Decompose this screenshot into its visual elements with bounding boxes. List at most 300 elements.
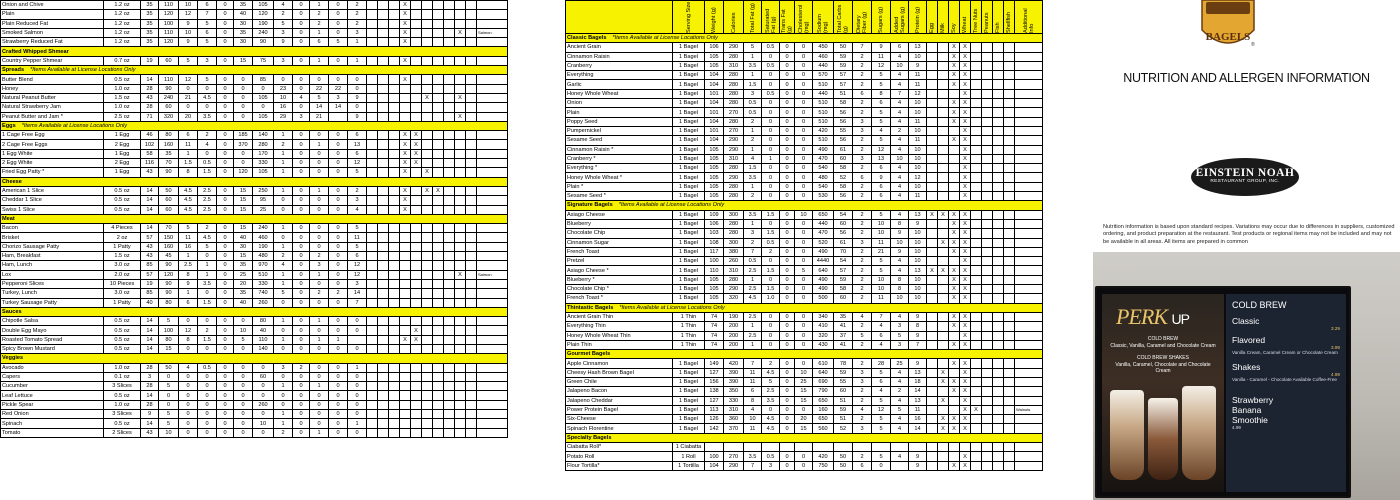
table-cell: 1 Bagel (673, 415, 705, 424)
table-cell (433, 317, 444, 326)
table-cell: X (960, 340, 971, 349)
table-cell (949, 452, 960, 461)
table-cell (993, 108, 1004, 117)
table-cell (411, 298, 422, 307)
column-header (982, 1, 993, 34)
table-cell (411, 75, 422, 84)
table-cell (455, 335, 466, 344)
table-cell: X (422, 93, 433, 102)
table-cell (477, 252, 508, 261)
table-cell (378, 84, 389, 93)
table-cell (378, 112, 389, 121)
table-row (566, 43, 1043, 52)
table-row (566, 415, 1043, 424)
table-cell: 9 (348, 93, 367, 102)
table-row (566, 340, 1043, 349)
column-header (1015, 1, 1043, 34)
table-cell (1015, 443, 1043, 452)
table-cell: 0 (795, 219, 813, 228)
table-cell (1015, 61, 1043, 70)
table-cell: 290 (724, 173, 744, 182)
table-cell (455, 205, 466, 214)
column-header-label: Soy (951, 23, 957, 33)
item-name-cell: 2 Cage Free Eggs (1, 140, 104, 149)
table-cell: 3.5 (744, 61, 762, 70)
table-cell: 4 (872, 126, 891, 135)
table-cell: 2 (762, 247, 780, 256)
table-cell (367, 159, 378, 168)
table-cell: 105 (705, 61, 724, 70)
table-cell: 6 (872, 182, 891, 191)
table-cell: 190 (253, 19, 274, 28)
table-cell: 0 (159, 391, 179, 400)
table-cell: X (960, 396, 971, 405)
table-cell: 4.5 (762, 368, 780, 377)
table-cell: 40 (234, 233, 253, 242)
table-cell (444, 382, 455, 391)
item-name-cell: Chipotle Salsa (1, 317, 104, 326)
table-cell (938, 387, 949, 396)
table-cell: 5 (310, 93, 329, 102)
table-cell (400, 279, 411, 288)
table-cell (466, 335, 477, 344)
table-cell: 1 Bagel (673, 387, 705, 396)
table-row (1, 270, 508, 279)
table-cell (389, 326, 400, 335)
table-cell: 4 (891, 80, 909, 89)
item-name-cell: Honey Whole Wheat (566, 89, 673, 98)
table-cell (444, 326, 455, 335)
table-cell: 1 (274, 410, 293, 419)
table-cell: 10 (795, 210, 813, 219)
table-cell: 4 (891, 368, 909, 377)
table-cell: X (960, 294, 971, 303)
table-cell: X (960, 154, 971, 163)
table-row (566, 238, 1043, 247)
table-cell: 1 Bagel (673, 192, 705, 201)
table-cell (1004, 173, 1015, 182)
table-cell (971, 396, 982, 405)
table-cell (1004, 192, 1015, 201)
table-cell: 1 (274, 242, 293, 251)
table-cell (400, 224, 411, 233)
table-cell (993, 117, 1004, 126)
table-cell: 280 (253, 140, 274, 149)
table-cell: 0 (329, 391, 348, 400)
table-cell: 12 (348, 159, 367, 168)
table-cell (993, 219, 1004, 228)
table-cell: 0 (234, 344, 253, 353)
table-cell (422, 75, 433, 84)
table-cell (938, 89, 949, 98)
table-cell: 3 (853, 238, 872, 247)
table-cell: 1 Bagel (673, 368, 705, 377)
table-cell: 0 (293, 75, 310, 84)
table-cell: X (411, 326, 422, 335)
table-cell: X (938, 266, 949, 275)
table-row (1, 261, 508, 270)
table-cell: 8 (909, 322, 927, 331)
table-cell: 5 (872, 396, 891, 405)
table-cell: X (938, 424, 949, 433)
table-cell (927, 219, 938, 228)
table-cell: 25 (234, 270, 253, 279)
table-cell: 3 (198, 56, 217, 65)
section-name: Eggs (2, 123, 16, 129)
item-name-cell: Cucumber (1, 382, 104, 391)
section-header-row (566, 350, 1043, 359)
table-cell: 105 (705, 192, 724, 201)
table-cell: 35 (159, 149, 179, 158)
table-cell: 1 Bagel (673, 71, 705, 80)
table-row (566, 377, 1043, 386)
item-name-cell: Flour Tortilla* (566, 461, 673, 470)
table-cell: 2.5 (744, 312, 762, 321)
table-cell: 2 (348, 10, 367, 19)
table-cell (455, 410, 466, 419)
section-name: Veggies (2, 355, 24, 362)
table-cell: 10 (179, 1, 198, 10)
table-cell: 0 (329, 10, 348, 19)
item-name-cell: Turkey, Lunch (1, 289, 104, 298)
table-cell (411, 252, 422, 261)
table-cell (982, 247, 993, 256)
table-cell: 3 (310, 261, 329, 270)
table-cell (1004, 387, 1015, 396)
perk-up-panel (1102, 294, 1224, 492)
table-cell (1015, 164, 1043, 173)
table-cell: 3 (853, 117, 872, 126)
table-cell: 0 (217, 56, 234, 65)
table-cell: 9 (179, 279, 198, 288)
table-cell (477, 326, 508, 335)
table-cell: 4 (891, 192, 909, 201)
table-cell (433, 391, 444, 400)
table-cell (411, 372, 422, 381)
table-cell: 116 (141, 159, 159, 168)
table-cell: 10 (909, 285, 927, 294)
table-cell (466, 186, 477, 195)
column-header-label: Egg (929, 23, 935, 33)
table-cell: 280 (724, 192, 744, 201)
table-cell: 2 (853, 257, 872, 266)
table-cell: 0 (234, 93, 253, 102)
table-cell: 1 Bagel (673, 396, 705, 405)
table-cell: 1.5 (198, 335, 217, 344)
table-cell (433, 140, 444, 149)
table-cell: 4 (891, 312, 909, 321)
table-cell: 11 (744, 377, 762, 386)
table-cell: X (400, 56, 411, 65)
table-cell: 3.5 (198, 279, 217, 288)
table-cell (444, 38, 455, 47)
table-cell: 2.5 (762, 387, 780, 396)
table-cell: 0 (293, 1, 310, 10)
table-cell (422, 391, 433, 400)
table-cell: 60 (834, 219, 853, 228)
table-cell: 0.5 oz (104, 196, 141, 205)
item-name-cell: Plain Reduced Fat (1, 19, 104, 28)
table-cell (455, 38, 466, 47)
table-cell (971, 99, 982, 108)
table-cell (993, 424, 1004, 433)
table-cell (389, 391, 400, 400)
table-cell: 510 (813, 99, 834, 108)
table-cell (477, 400, 508, 409)
item-name-cell: Spinach (1, 419, 104, 428)
table-cell: 0 (234, 317, 253, 326)
table-cell: 54 (834, 210, 853, 219)
table-cell (367, 335, 378, 344)
table-cell: 1.2 oz (104, 28, 141, 37)
table-cell: 1.2 oz (104, 1, 141, 10)
table-cell (982, 340, 993, 349)
table-cell: 2 (348, 1, 367, 10)
table-cell: 0 (329, 270, 348, 279)
table-cell (982, 377, 993, 386)
table-cell (411, 84, 422, 93)
table-cell (982, 387, 993, 396)
table-cell: 105 (705, 182, 724, 191)
column-header (971, 1, 982, 34)
column-header-label: Additional Info (1022, 8, 1035, 33)
table-cell (971, 80, 982, 89)
table-cell: 71 (141, 112, 159, 121)
table-cell: 2 (310, 19, 329, 28)
table-cell (378, 317, 389, 326)
table-cell (422, 289, 433, 298)
table-cell (433, 252, 444, 261)
table-cell (993, 80, 1004, 89)
table-cell: 185 (234, 131, 253, 140)
table-cell: X (960, 368, 971, 377)
table-cell: 90 (159, 261, 179, 270)
table-cell: X (960, 43, 971, 52)
table-cell: 1 (274, 168, 293, 177)
table-cell (927, 415, 938, 424)
table-cell: 0.5 (198, 363, 217, 372)
table-cell: X (960, 89, 971, 98)
table-cell (455, 168, 466, 177)
item-name-cell: Ham, Lunch (1, 261, 104, 270)
table-cell: 2 (348, 19, 367, 28)
table-cell (400, 419, 411, 428)
table-cell: 0 (179, 410, 198, 419)
table-cell: 35 (141, 38, 159, 47)
table-cell (466, 168, 477, 177)
table-cell: X (960, 219, 971, 228)
table-cell (477, 103, 508, 112)
column-header-label: Dietary Fiber (g) (856, 11, 868, 33)
table-cell: 0 (329, 196, 348, 205)
table-cell (433, 196, 444, 205)
table-cell (466, 270, 477, 279)
logo-line-1: EINSTEIN NOAH (1195, 167, 1295, 179)
table-cell: 6 (853, 173, 872, 182)
nutrition-table-left (0, 0, 508, 438)
table-cell (744, 443, 762, 452)
table-cell: 1 (348, 38, 367, 47)
item-name-cell: Everything * (566, 164, 673, 173)
table-cell: 510 (813, 136, 834, 145)
table-cell (444, 317, 455, 326)
table-cell (971, 359, 982, 368)
item-name-cell: Swiss 1 Slice (1, 205, 104, 214)
table-cell (378, 56, 389, 65)
table-cell: 140 (253, 344, 274, 353)
table-cell: 4 (744, 405, 762, 414)
table-cell: 51 (834, 396, 853, 405)
column-header (744, 1, 762, 34)
table-row (1, 298, 508, 307)
table-cell: 10 (909, 145, 927, 154)
table-cell: 530 (813, 192, 834, 201)
column-header (949, 1, 960, 34)
table-cell: 0 (234, 159, 253, 168)
table-cell: X (400, 196, 411, 205)
section-name: Classic Bagels (567, 35, 607, 42)
table-cell: 1 (310, 335, 329, 344)
table-cell: 41 (834, 340, 853, 349)
table-cell: 280 (724, 229, 744, 238)
item-name-cell: Blueberry (566, 219, 673, 228)
table-cell: 2 (853, 294, 872, 303)
table-cell (400, 84, 411, 93)
table-row (566, 126, 1043, 135)
section-name: Crafted Whipped Shmear (2, 48, 69, 55)
table-cell: 60 (159, 56, 179, 65)
table-cell (927, 52, 938, 61)
table-cell: 1 Egg (104, 149, 141, 158)
table-cell: 3 (853, 377, 872, 386)
table-cell (1004, 80, 1015, 89)
table-cell: 9 (179, 38, 198, 47)
table-cell: X (400, 205, 411, 214)
table-cell (949, 368, 960, 377)
table-cell: 28 (141, 103, 159, 112)
table-cell (389, 103, 400, 112)
table-cell: 10 Pieces (104, 279, 141, 288)
table-cell: 0 (293, 10, 310, 19)
table-cell: 1 (310, 1, 329, 10)
table-cell: 11 (744, 368, 762, 377)
table-cell: 35 (141, 19, 159, 28)
table-cell (724, 443, 744, 452)
table-row (566, 192, 1043, 201)
table-row (1, 242, 508, 251)
table-cell: 4 (891, 145, 909, 154)
table-cell (422, 363, 433, 372)
table-row (566, 322, 1043, 331)
table-cell: 240 (159, 93, 179, 102)
item-name-cell: Bacon (1, 224, 104, 233)
table-cell: 2 (891, 387, 909, 396)
table-cell: X (960, 108, 971, 117)
table-cell: 0 (780, 80, 795, 89)
table-cell: 320 (813, 331, 834, 340)
table-cell: 74 (705, 322, 724, 331)
table-cell: 3 (891, 340, 909, 349)
table-cell (971, 61, 982, 70)
table-cell (927, 405, 938, 414)
column-header (780, 1, 795, 34)
table-cell: X (949, 229, 960, 238)
table-cell (971, 294, 982, 303)
table-cell: 1 Bagel (673, 52, 705, 61)
table-cell (982, 154, 993, 163)
table-cell (444, 196, 455, 205)
table-cell (411, 19, 422, 28)
table-cell: 1 Bagel (673, 136, 705, 145)
table-cell (927, 294, 938, 303)
table-cell (982, 52, 993, 61)
table-cell: 120 (159, 270, 179, 279)
table-cell (982, 452, 993, 461)
table-cell: X (949, 108, 960, 117)
table-cell (389, 112, 400, 121)
table-cell: 0 (217, 140, 234, 149)
table-cell: 360 (724, 415, 744, 424)
table-cell (411, 196, 422, 205)
table-cell (400, 298, 411, 307)
table-cell: 0 (762, 126, 780, 135)
table-cell (411, 344, 422, 353)
table-cell: 10 (891, 238, 909, 247)
info-panel (1093, 0, 1400, 500)
table-cell (422, 410, 433, 419)
table-cell (982, 359, 993, 368)
table-cell (1004, 322, 1015, 331)
table-cell (1015, 461, 1043, 470)
table-cell (411, 279, 422, 288)
table-cell (1004, 377, 1015, 386)
table-cell: 9 (909, 312, 927, 321)
table-cell: 5 (744, 43, 762, 52)
table-cell: 0 (179, 84, 198, 93)
table-cell: 1.5 (198, 298, 217, 307)
table-cell: 104 (705, 80, 724, 89)
table-cell: 0 (780, 154, 795, 163)
table-cell: 0.5 (762, 89, 780, 98)
menu-price-flavored: 3.99 (1331, 345, 1340, 350)
table-cell (477, 140, 508, 149)
table-cell (411, 112, 422, 121)
table-cell: 138 (705, 387, 724, 396)
table-cell (422, 270, 433, 279)
table-cell (389, 335, 400, 344)
table-cell (433, 131, 444, 140)
table-cell: 0 (329, 186, 348, 195)
table-cell: 9 (891, 247, 909, 256)
table-cell: 310 (724, 405, 744, 414)
table-cell: 0 (198, 344, 217, 353)
table-cell (389, 38, 400, 47)
table-cell: 4 (891, 52, 909, 61)
table-cell (367, 382, 378, 391)
table-cell: 0 (274, 233, 293, 242)
table-cell: 0 (780, 257, 795, 266)
table-cell (982, 312, 993, 321)
table-cell (466, 205, 477, 214)
table-cell: 2 (293, 363, 310, 372)
table-cell: 410 (813, 322, 834, 331)
table-cell (455, 131, 466, 140)
table-cell (400, 344, 411, 353)
table-cell (1004, 424, 1015, 433)
table-cell (982, 229, 993, 238)
table-cell: 101 (705, 89, 724, 98)
table-cell: 0 (310, 400, 329, 409)
